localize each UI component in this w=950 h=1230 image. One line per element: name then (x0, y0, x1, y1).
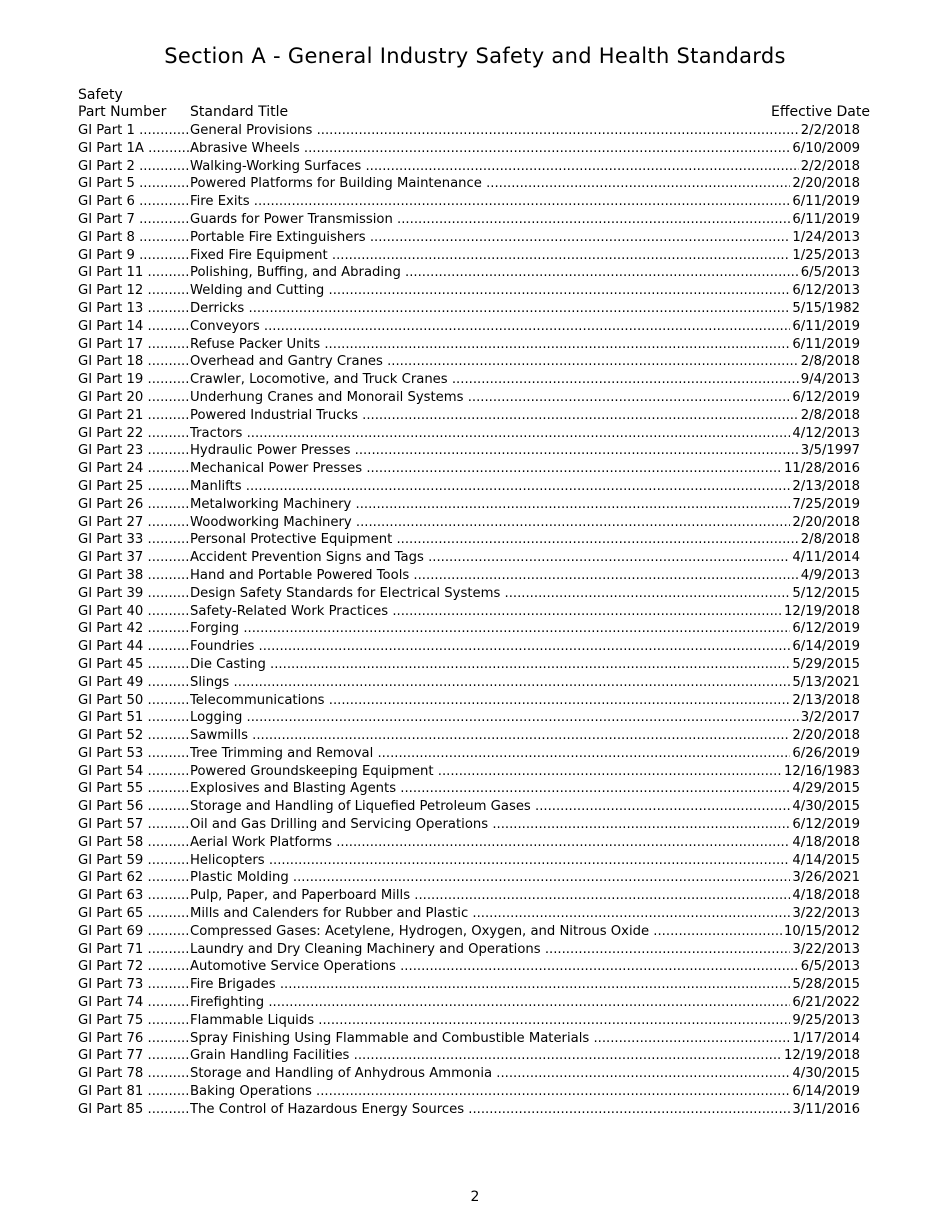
table-row (78, 745, 860, 763)
effective-date: 3/5/1997 (800, 443, 860, 459)
effective-date: 4/18/2018 (792, 834, 860, 850)
table-row (78, 407, 860, 425)
part-number: GI Part 42 ..... (78, 620, 190, 638)
effective-date: 2/13/2018 (792, 478, 860, 494)
column-header-part-number: Part Number (78, 104, 167, 120)
table-row (78, 478, 860, 496)
standard-title: Derricks ..... (190, 300, 790, 318)
part-number: GI Part 56 ..... (78, 798, 190, 816)
table-row (78, 709, 860, 727)
standard-title: Mechanical Power Presses ..... (190, 460, 782, 478)
table-row (78, 1030, 860, 1048)
standard-title: Guards for Power Transmission ..... (190, 211, 790, 229)
standard-title: Hydraulic Power Presses ..... (190, 442, 799, 460)
table-row (78, 603, 860, 621)
effective-date: 2/8/2018 (800, 532, 860, 548)
table-row (78, 193, 860, 211)
effective-date: 6/21/2022 (792, 995, 860, 1011)
effective-date: 9/25/2013 (792, 1012, 860, 1028)
part-number: GI Part 59 ..... (78, 852, 190, 870)
effective-date: 6/12/2019 (792, 389, 860, 405)
part-number: GI Part 78 ..... (78, 1065, 190, 1083)
table-row (78, 763, 860, 781)
part-number: GI Part 21 ..... (78, 407, 190, 425)
effective-date: 2/20/2018 (792, 728, 860, 744)
part-number: GI Part 72 ..... (78, 958, 190, 976)
effective-date: 11/28/2016 (783, 461, 860, 477)
table-row (78, 692, 860, 710)
table-row (78, 727, 860, 745)
standard-title: Woodworking Machinery ..... (190, 514, 790, 532)
table-row (78, 247, 860, 265)
part-number: GI Part 51 ..... (78, 709, 190, 727)
standard-title: Slings ..... (190, 674, 790, 692)
table-row (78, 887, 860, 905)
effective-date: 2/20/2018 (792, 514, 860, 530)
standard-title: Polishing, Buffing, and Abrading ..... (190, 264, 799, 282)
part-number: GI Part 57 ..... (78, 816, 190, 834)
table-row (78, 567, 860, 585)
effective-date: 4/11/2014 (792, 550, 860, 566)
part-number: GI Part 63 ..... (78, 887, 190, 905)
table-row (78, 549, 860, 567)
part-number: GI Part 49 ..... (78, 674, 190, 692)
part-number: GI Part 1A ..... (78, 140, 190, 158)
effective-date: 4/30/2015 (792, 799, 860, 815)
effective-date: 6/11/2019 (792, 194, 860, 210)
part-number: GI Part 8 ..... (78, 229, 190, 247)
effective-date: 2/2/2018 (800, 158, 860, 174)
part-number: GI Part 25 ..... (78, 478, 190, 496)
effective-date: 3/2/2017 (800, 710, 860, 726)
table-row (78, 371, 860, 389)
standard-title: Firefighting ..... (190, 994, 790, 1012)
standard-title: Manlifts ..... (190, 478, 790, 496)
part-number: GI Part 50 ..... (78, 692, 190, 710)
standard-title: Portable Fire Extinguishers ..... (190, 229, 790, 247)
table-row (78, 140, 860, 158)
standard-title: Powered Platforms for Building Maintenance ..... (190, 175, 790, 193)
standard-title: Accident Prevention Signs and Tags ..... (190, 549, 790, 567)
part-number: GI Part 5 ..... (78, 175, 190, 193)
standard-title: Explosives and Blasting Agents ..... (190, 780, 790, 798)
effective-date: 3/11/2016 (792, 1101, 860, 1117)
part-number: GI Part 27 ..... (78, 514, 190, 532)
table-row (78, 122, 860, 140)
standard-title: Welding and Cutting ..... (190, 282, 790, 300)
standard-title: Overhead and Gantry Cranes ..... (190, 353, 799, 371)
standard-title: Abrasive Wheels ..... (190, 140, 790, 158)
effective-date: 3/22/2013 (792, 906, 860, 922)
table-row (78, 620, 860, 638)
standard-title: Crawler, Locomotive, and Truck Cranes ..... (190, 371, 799, 389)
part-number: GI Part 2 ..... (78, 158, 190, 176)
standard-title: Metalworking Machinery ..... (190, 496, 790, 514)
standard-title: Fixed Fire Equipment ..... (190, 247, 790, 265)
effective-date: 1/25/2013 (792, 247, 860, 263)
table-row (78, 336, 860, 354)
effective-date: 6/10/2009 (792, 140, 860, 156)
table-row (78, 514, 860, 532)
effective-date: 3/26/2021 (792, 870, 860, 886)
part-number: GI Part 14 ..... (78, 318, 190, 336)
standard-title: Tractors ..... (190, 425, 790, 443)
standard-title: The Control of Hazardous Energy Sources ..... (190, 1101, 790, 1119)
effective-date: 4/14/2015 (792, 852, 860, 868)
standard-title: Pulp, Paper, and Paperboard Mills ..... (190, 887, 790, 905)
effective-date: 5/29/2015 (792, 656, 860, 672)
table-row (78, 442, 860, 460)
effective-date: 6/14/2019 (792, 639, 860, 655)
effective-date: 1/17/2014 (792, 1030, 860, 1046)
table-row (78, 460, 860, 478)
standard-title: Walking-Working Surfaces ..... (190, 158, 799, 176)
standard-title: Refuse Packer Units ..... (190, 336, 790, 354)
effective-date: 7/25/2019 (792, 496, 860, 512)
standard-title: Powered Groundskeeping Equipment ..... (190, 763, 782, 781)
part-number: GI Part 17 ..... (78, 336, 190, 354)
effective-date: 3/22/2013 (792, 941, 860, 957)
effective-date: 6/14/2019 (792, 1084, 860, 1100)
effective-date: 5/12/2015 (792, 585, 860, 601)
part-number: GI Part 40 ..... (78, 603, 190, 621)
standard-title: Storage and Handling of Anhydrous Ammonia ..... (190, 1065, 790, 1083)
effective-date: 6/12/2019 (792, 621, 860, 637)
table-row (78, 1083, 860, 1101)
standard-title: Tree Trimming and Removal ..... (190, 745, 790, 763)
standard-title: Oil and Gas Drilling and Servicing Operations ..... (190, 816, 790, 834)
part-number: GI Part 54 ..... (78, 763, 190, 781)
part-number: GI Part 75 ..... (78, 1012, 190, 1030)
part-number: GI Part 55 ..... (78, 780, 190, 798)
effective-date: 6/5/2013 (800, 265, 860, 281)
table-row (78, 638, 860, 656)
effective-date: 6/12/2013 (792, 283, 860, 299)
effective-date: 6/5/2013 (800, 959, 860, 975)
effective-date: 9/4/2013 (800, 372, 860, 388)
effective-date: 2/8/2018 (800, 407, 860, 423)
effective-date: 12/16/1983 (783, 763, 860, 779)
effective-date: 12/19/2018 (783, 1048, 860, 1064)
standard-title: Compressed Gases: Acetylene, Hydrogen, Oxygen, and Nitrous Oxide ..... (190, 923, 782, 941)
standard-title: Storage and Handling of Liquefied Petroleum Gases ..... (190, 798, 790, 816)
standard-title: Helicopters ..... (190, 852, 790, 870)
effective-date: 5/28/2015 (792, 977, 860, 993)
standard-title: Fire Brigades ..... (190, 976, 790, 994)
table-row (78, 264, 860, 282)
standard-title: Baking Operations ..... (190, 1083, 790, 1101)
standard-title: Flammable Liquids ..... (190, 1012, 790, 1030)
standard-title: Foundries ..... (190, 638, 790, 656)
standard-title: Personal Protective Equipment ..... (190, 531, 799, 549)
table-row (78, 816, 860, 834)
table-row (78, 798, 860, 816)
effective-date: 10/15/2012 (783, 923, 860, 939)
standards-list (78, 122, 860, 1119)
standard-title: Spray Finishing Using Flammable and Combustible Materials ..... (190, 1030, 790, 1048)
standard-title: Forging ..... (190, 620, 790, 638)
standard-title: Automotive Service Operations ..... (190, 958, 799, 976)
standard-title: Conveyors ..... (190, 318, 790, 336)
effective-date: 4/12/2013 (792, 425, 860, 441)
effective-date: 5/13/2021 (792, 674, 860, 690)
part-number: GI Part 81 ..... (78, 1083, 190, 1101)
table-row (78, 941, 860, 959)
standard-title: Die Casting ..... (190, 656, 790, 674)
standard-title: Underhung Cranes and Monorail Systems ..... (190, 389, 790, 407)
part-number: GI Part 18 ..... (78, 353, 190, 371)
part-number: GI Part 45 ..... (78, 656, 190, 674)
part-number: GI Part 19 ..... (78, 371, 190, 389)
part-number: GI Part 33 ..... (78, 531, 190, 549)
column-header-part-line1: Safety (78, 87, 123, 103)
table-row (78, 1065, 860, 1083)
table-row (78, 958, 860, 976)
table-row (78, 923, 860, 941)
standard-title: Design Safety Standards for Electrical Systems ..... (190, 585, 790, 603)
table-row (78, 1047, 860, 1065)
column-header-standard-title: Standard Title (190, 104, 289, 120)
effective-date: 4/29/2015 (792, 781, 860, 797)
page-number: 2 (470, 1189, 480, 1205)
table-row (78, 175, 860, 193)
standard-title: Grain Handling Facilities ..... (190, 1047, 782, 1065)
part-number: GI Part 65 ..... (78, 905, 190, 923)
standard-title: Hand and Portable Powered Tools ..... (190, 567, 799, 585)
part-number: GI Part 23 ..... (78, 442, 190, 460)
part-number: GI Part 39 ..... (78, 585, 190, 603)
standard-title: Sawmills ..... (190, 727, 790, 745)
standard-title: Safety-Related Work Practices ..... (190, 603, 782, 621)
table-row (78, 780, 860, 798)
part-number: GI Part 58 ..... (78, 834, 190, 852)
part-number: GI Part 13 ..... (78, 300, 190, 318)
effective-date: 6/26/2019 (792, 745, 860, 761)
part-number: GI Part 9 ..... (78, 247, 190, 265)
standard-title: Mills and Calenders for Rubber and Plastic ..... (190, 905, 790, 923)
table-row (78, 1101, 860, 1119)
table-row (78, 318, 860, 336)
part-number: GI Part 7 ..... (78, 211, 190, 229)
standard-title: Logging ..... (190, 709, 799, 727)
part-number: GI Part 37 ..... (78, 549, 190, 567)
part-number: GI Part 22 ..... (78, 425, 190, 443)
effective-date: 2/13/2018 (792, 692, 860, 708)
table-row (78, 976, 860, 994)
table-row (78, 869, 860, 887)
table-row (78, 496, 860, 514)
effective-date: 5/15/1982 (792, 300, 860, 316)
part-number: GI Part 52 ..... (78, 727, 190, 745)
standard-title: Fire Exits ..... (190, 193, 790, 211)
table-row (78, 834, 860, 852)
effective-date: 6/11/2019 (792, 211, 860, 227)
effective-date: 6/11/2019 (792, 318, 860, 334)
table-row (78, 852, 860, 870)
table-row (78, 353, 860, 371)
table-row (78, 994, 860, 1012)
page-title: Section A - General Industry Safety and Health Standards (164, 44, 786, 68)
part-number: GI Part 73 ..... (78, 976, 190, 994)
part-number: GI Part 1 ..... (78, 122, 190, 140)
part-number: GI Part 11 ..... (78, 264, 190, 282)
effective-date: 4/18/2018 (792, 888, 860, 904)
part-number: GI Part 24 ..... (78, 460, 190, 478)
standard-title: Telecommunications ..... (190, 692, 790, 710)
part-number: GI Part 53 ..... (78, 745, 190, 763)
standard-title: Aerial Work Platforms ..... (190, 834, 790, 852)
effective-date: 6/12/2019 (792, 817, 860, 833)
table-row (78, 674, 860, 692)
standard-title: Powered Industrial Trucks ..... (190, 407, 799, 425)
table-row (78, 1012, 860, 1030)
effective-date: 2/8/2018 (800, 354, 860, 370)
table-row (78, 300, 860, 318)
standard-title: General Provisions ..... (190, 122, 799, 140)
table-row (78, 585, 860, 603)
part-number: GI Part 20 ..... (78, 389, 190, 407)
part-number: GI Part 26 ..... (78, 496, 190, 514)
standard-title: Plastic Molding ..... (190, 869, 790, 887)
part-number: GI Part 38 ..... (78, 567, 190, 585)
part-number: GI Part 77 ..... (78, 1047, 190, 1065)
table-row (78, 425, 860, 443)
part-number: GI Part 76 ..... (78, 1030, 190, 1048)
part-number: GI Part 44 ..... (78, 638, 190, 656)
part-number: GI Part 85 ..... (78, 1101, 190, 1119)
effective-date: 4/9/2013 (800, 567, 860, 583)
table-row (78, 229, 860, 247)
part-number: GI Part 71 ..... (78, 941, 190, 959)
standard-title: Laundry and Dry Cleaning Machinery and Operations ..... (190, 941, 790, 959)
part-number: GI Part 62 ..... (78, 869, 190, 887)
table-row (78, 656, 860, 674)
part-number: GI Part 69 ..... (78, 923, 190, 941)
column-header-effective-date: Effective Date (771, 104, 870, 120)
table-row (78, 282, 860, 300)
effective-date: 12/19/2018 (783, 603, 860, 619)
part-number: GI Part 6 ..... (78, 193, 190, 211)
part-number: GI Part 12 ..... (78, 282, 190, 300)
table-row (78, 211, 860, 229)
table-row (78, 905, 860, 923)
effective-date: 2/20/2018 (792, 176, 860, 192)
effective-date: 2/2/2018 (800, 123, 860, 138)
effective-date: 4/30/2015 (792, 1066, 860, 1082)
table-row (78, 389, 860, 407)
table-row (78, 158, 860, 176)
effective-date: 6/11/2019 (792, 336, 860, 352)
part-number: GI Part 74 ..... (78, 994, 190, 1012)
table-row (78, 531, 860, 549)
effective-date: 1/24/2013 (792, 229, 860, 245)
